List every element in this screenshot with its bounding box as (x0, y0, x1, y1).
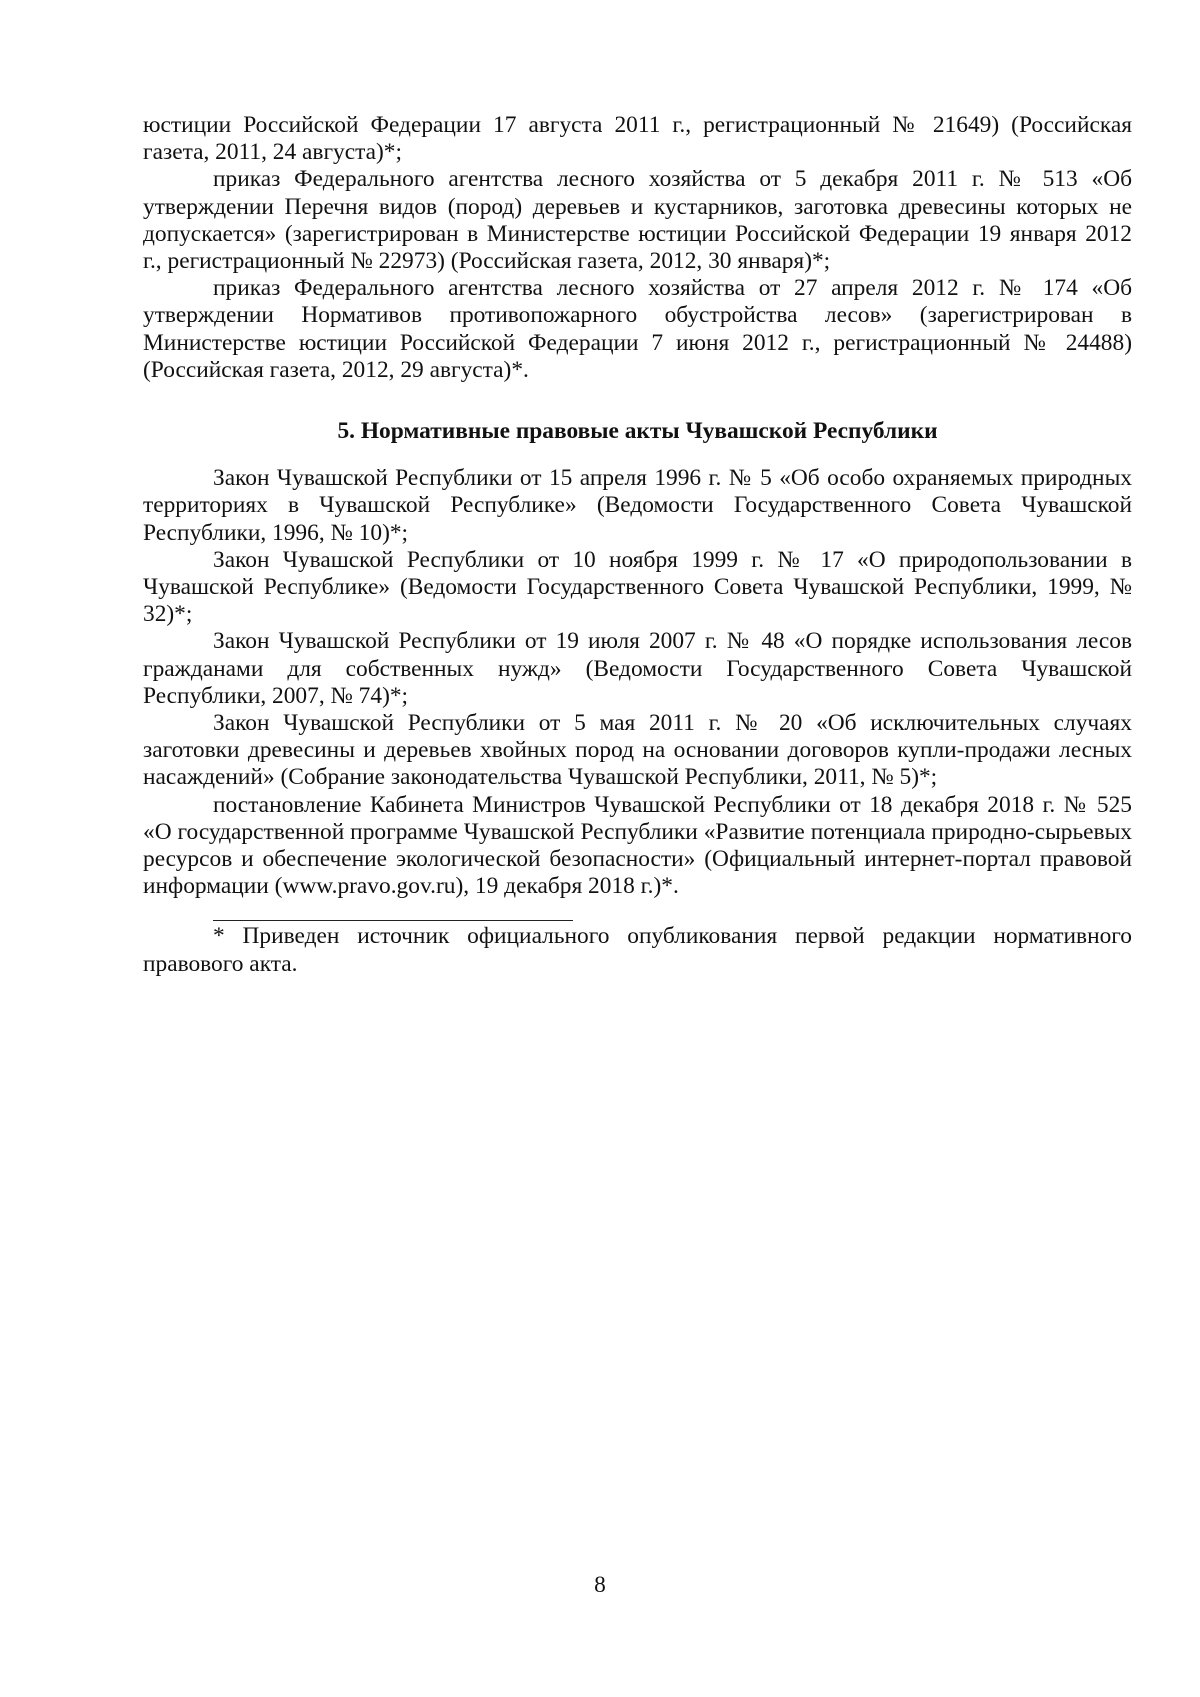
page-number: 8 (594, 1572, 606, 1598)
paragraph-resolution-2018: постановление Кабинета Министров Чувашской Республики от 18 декабря 2018 г. № 525 «О государственной программе Чувашской Республики «Развитие потенциала природно-сырьевых ресурсов и обеспечение экологической безопасности» (Официальный интернет-портал правовой информации (www.pravo.gov.ru), 19 декабря 2018 г.)*. (143, 791, 1132, 900)
section-heading: 5. Нормативные правовые акты Чувашской Республики (337, 418, 938, 445)
paragraph-law-1996: Закон Чувашской Республики от 15 апреля 1996 г. № 5 «Об особо охраняемых природных территориях в Чувашской Республике» (Ведомости Государственного Совета Чувашской Республики, 1996, № 10)*; (143, 465, 1132, 546)
footnote: * Приведен источник официального опубликования первой редакции нормативного правового акта. (143, 923, 1132, 977)
paragraph-order-174: приказ Федерального агентства лесного хозяйства от 27 апреля 2012 г. № 174 «Об утверждении Нормативов противопожарного обустройства лесов» (зарегистрирован в Министерстве юстиции Российской Федерации 7 июня 2012 г., регистрационный № 24488) (Российская газета, 2012, 29 августа)*. (143, 275, 1132, 383)
document-body (143, 112, 1132, 978)
paragraph-order-513: приказ Федерального агентства лесного хозяйства от 5 декабря 2011 г. № 513 «Об утверждении Перечня видов (пород) деревьев и кустарников, заготовка древесины которых не допускается» (зарегистрирован в Министерстве юстиции Российской Федерации 19 января 2012 г., регистрационный № 22973) (Российская газета, 2012, 30 января)*; (143, 166, 1132, 275)
footnote-divider (213, 920, 573, 921)
paragraph-continuation: юстиции Российской Федерации 17 августа 2011 г., регистрационный № 21649) (Российская газета, 2011, 24 августа)*; (143, 112, 1132, 166)
paragraph-law-2007: Закон Чувашской Республики от 19 июля 2007 г. № 48 «О порядке использования лесов гражданами для собственных нужд» (Ведомости Государственного Совета Чувашской Республики, 2007, № 74)*; (143, 628, 1132, 709)
paragraph-law-1999: Закон Чувашской Республики от 10 ноября 1999 г. № 17 «О природопользовании в Чувашской Республике» (Ведомости Государственного Совета Чувашской Республики, 1999, № 32)*; (143, 546, 1132, 628)
paragraph-law-2011: Закон Чувашской Республики от 5 мая 2011 г. № 20 «Об исключительных случаях заготовки древесины и деревьев хвойных пород на основании договоров купли-продажи лесных насаждений» (Собрание законодательства Чувашской Республики, 2011, № 5)*; (143, 710, 1132, 791)
